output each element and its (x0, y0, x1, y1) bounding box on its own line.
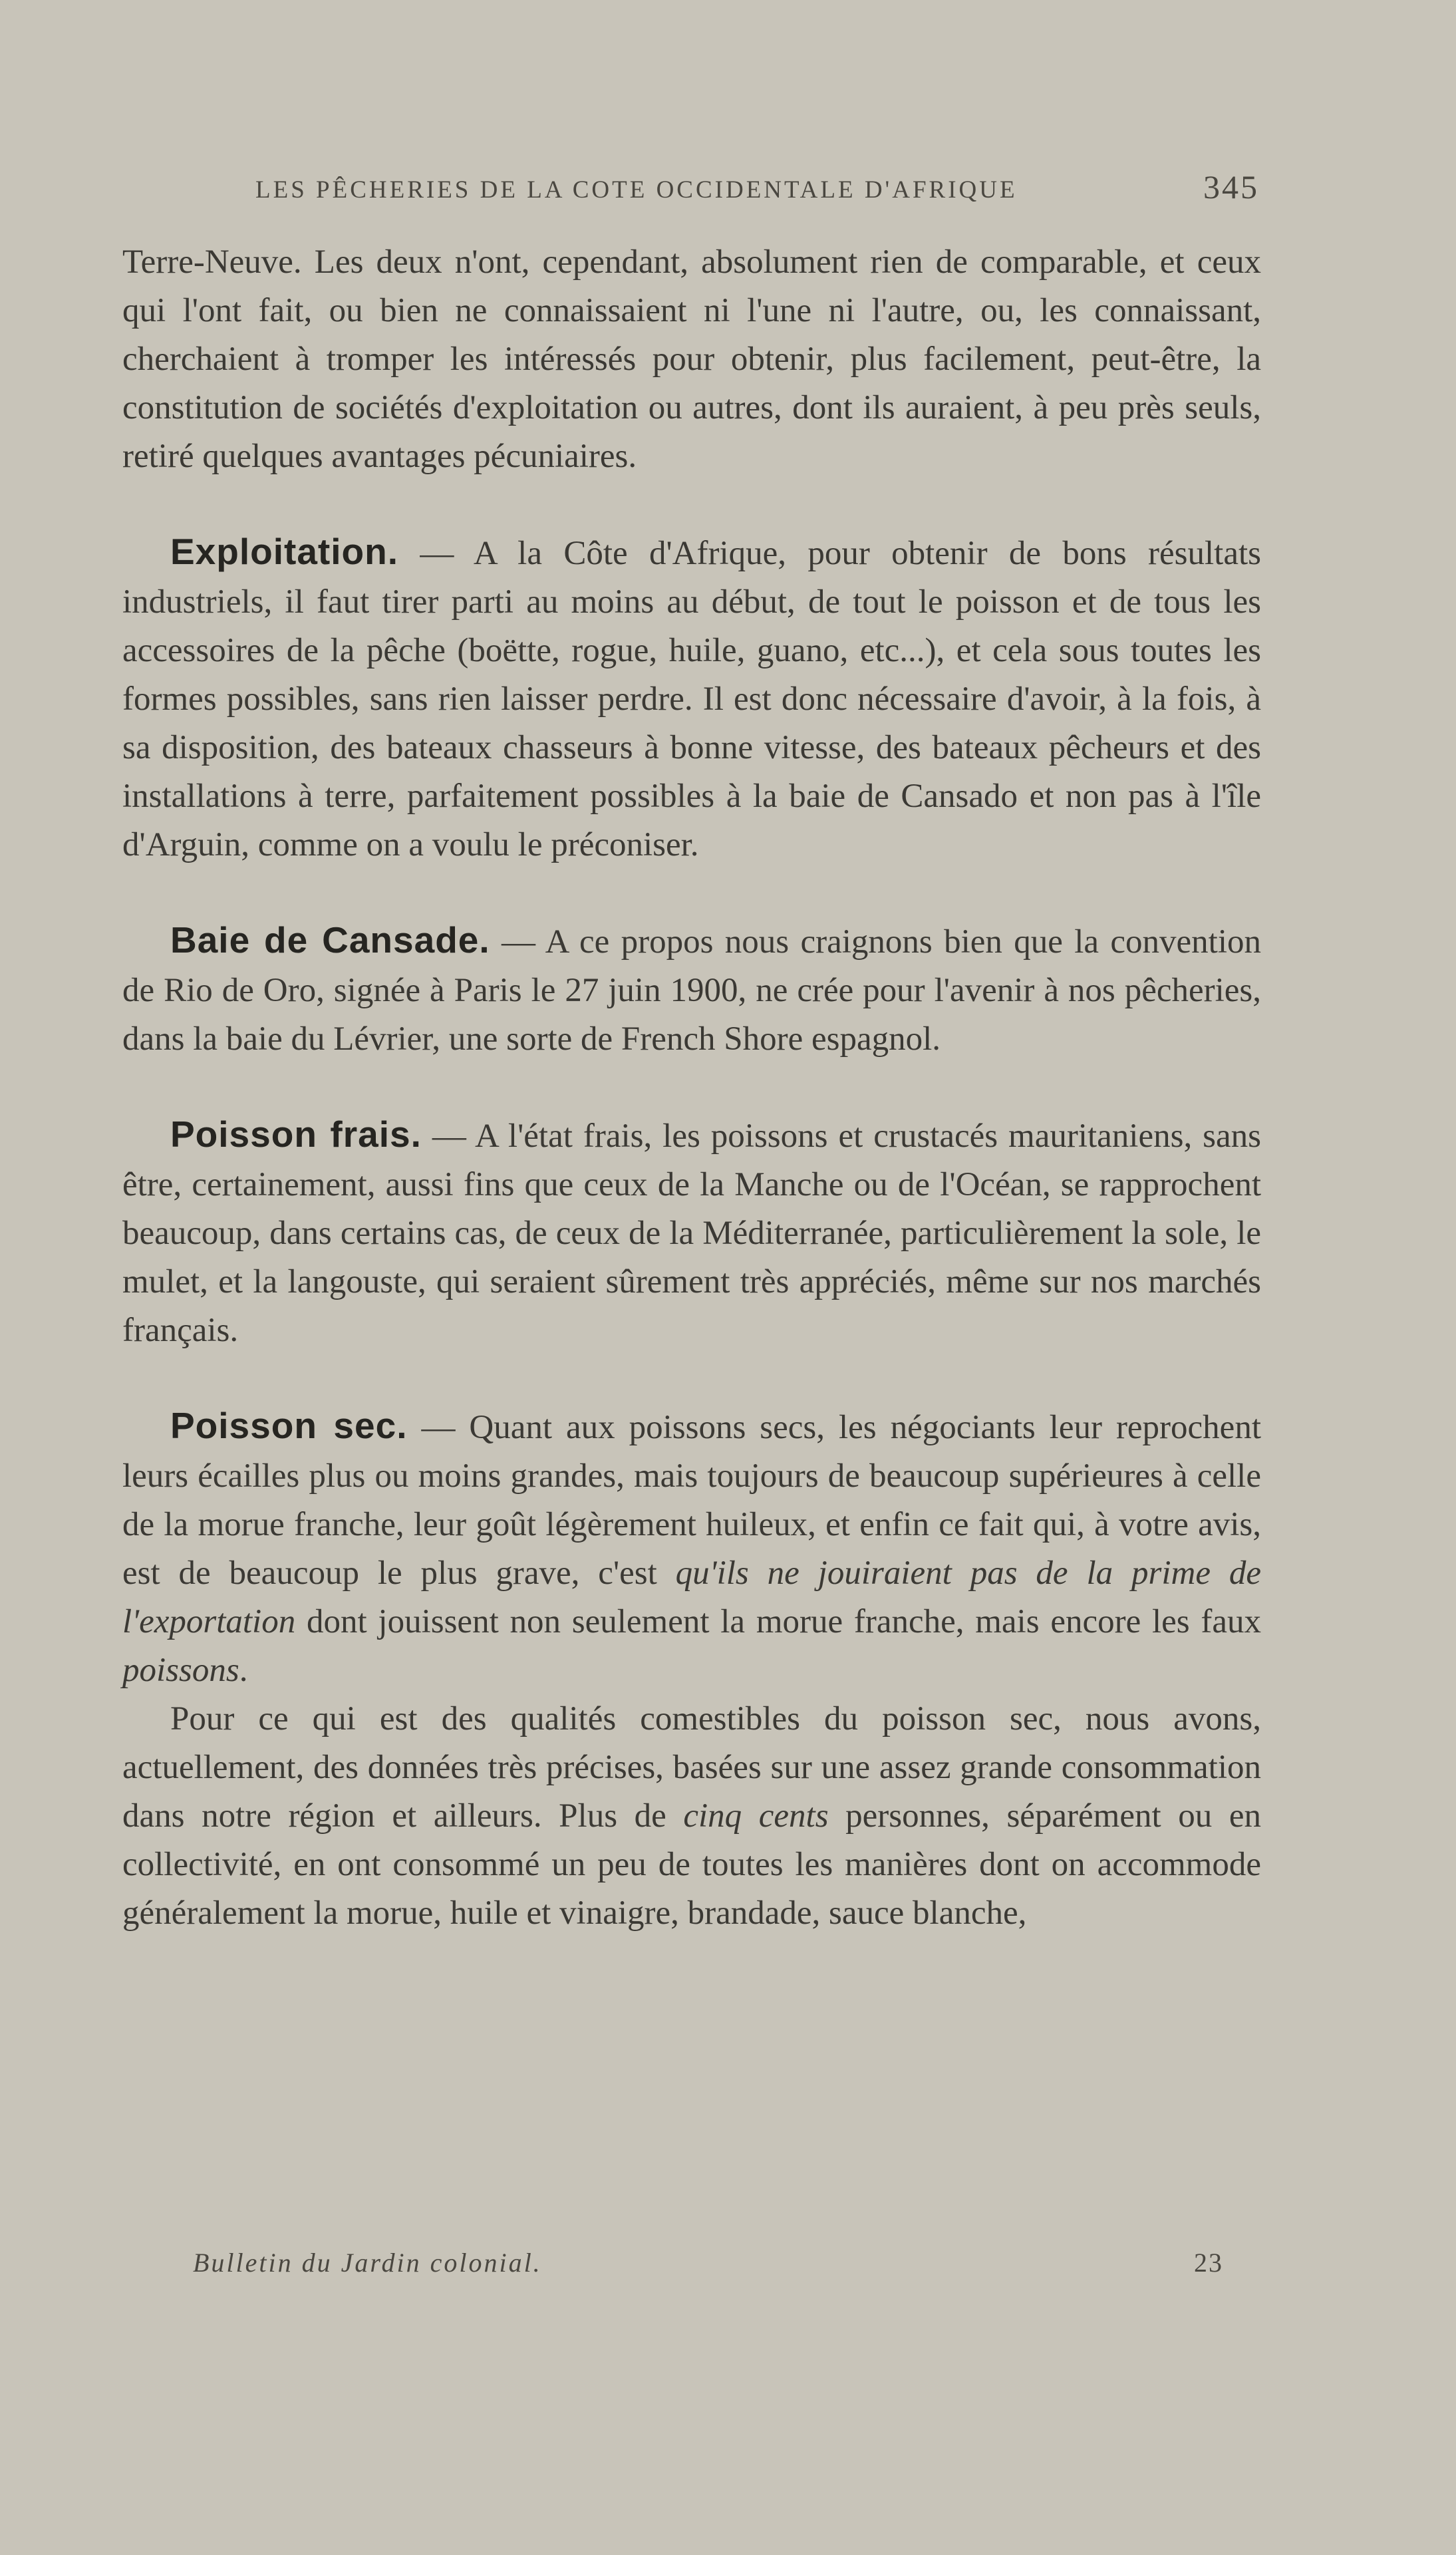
cansade-text: A ce propos nous craignons bien que la convention de Rio de Oro, signée à Paris le 27 juin 1900, ne crée pour l'avenir à nos pêcheries, dans la baie du Lévrier, une sorte de French Shore espagnol. (122, 923, 1262, 1058)
page-header (122, 162, 1259, 216)
exploitation-text: A la Côte d'Afrique, pour obtenir de bons résultats industriels, il faut tirer parti au moins au début, de tout le poisson et de tous les accessoires de la pêche (boëtte, rogue, huile, guano, etc...), et cela sous toutes les formes possibles, sans rien laisser perdre. Il est donc nécessaire d'avoir, à la fois, à sa disposition, des bateaux chasseurs à bonne vitesse, des bateaux pêcheurs et des installations à terre, parfaitement possibles à la baie de Cansado et non pas à l'île d'Arguin, comme on a voulu le préconiser. (122, 535, 1262, 863)
qualites-italic-1: cinq cents (683, 1797, 829, 1835)
cansade-heading: Baie de Cansade. (170, 919, 490, 961)
qualites-text-1: Pour ce qui est des qualités comestibles du poisson sec, nous avons, actuellement, des données très précises, basées sur une assez grande consommation dans notre région et ailleurs. Plus de (122, 1700, 1261, 1835)
poisson-sec-text-2: dont jouissent non seulement la morue franche, mais encore les faux (295, 1603, 1261, 1640)
intro-paragraph (122, 238, 1261, 481)
page-footer (193, 2247, 1223, 2287)
exploitation-heading: Exploitation. (170, 531, 398, 572)
exploitation-dash: — (398, 535, 474, 572)
poisson-sec-paragraph (122, 1402, 1261, 1695)
poisson-frais-text: A l'état frais, les poissons et crustacés mauritaniens, sans être, certainement, aussi fins que ceux de la Manche ou de l'Océan, se rapprochent beaucoup, dans certains cas, de ceux de la Méditerranée, particulièrement la sole, le mulet, et la langouste, qui seraient sûrement très appréciés, même sur nos marchés français. (122, 1118, 1261, 1349)
exploitation-paragraph (122, 527, 1261, 869)
poisson-sec-text-3: . (239, 1652, 248, 1689)
poisson-sec-text-1: Quant aux poissons secs, les négociants leur reprochent leurs écailles plus ou moins grandes, mais toujours de beaucoup supérieures à celle de la morue franche, leur goût légèrement huileux, et enfin ce fait qui, à votre avis, est de beaucoup le plus grave, c'est (122, 1409, 1261, 1592)
footer-signature: Bulletin du Jardin colonial. (193, 2248, 542, 2278)
cansade-paragraph (122, 916, 1261, 1064)
poisson-sec-italic-2: poissons (122, 1652, 239, 1689)
poisson-frais-heading: Poisson frais. (170, 1114, 422, 1155)
poisson-sec-dash: — (407, 1409, 470, 1446)
intro-text: Terre-Neuve. Les deux n'ont, cependant, absolument rien de comparable, et ceux qui l'ont fait, ou bien ne connaissaient ni l'une ni l'autre, ou, les connaissant, cherchaient à tromper les intéressés pour obtenir, plus facilement, peut-être, la constitution de sociétés d'exploitation ou autres, dont ils auraient, à peu près seuls, retiré quelques avantages pécuniaires. (122, 243, 1261, 475)
poisson-frais-paragraph (122, 1110, 1261, 1355)
body-text (122, 238, 1261, 1938)
poisson-sec-heading: Poisson sec. (170, 1405, 408, 1446)
qualites-text-2: personnes, séparément ou en collectivité, en ont consommé un peu de toutes les manières dont on accommode généralement la morue, huile et vinaigre, brandade, sauce blanche, (122, 1797, 1261, 1932)
qualites-paragraph (122, 1695, 1261, 1938)
poisson-frais-dash: — (421, 1118, 475, 1155)
cansade-dash: — (490, 923, 545, 961)
poisson-sec-italic-1: qu'ils ne jouiraient pas de la prime de l'exportation (122, 1555, 1261, 1640)
running-head: LES PÊCHERIES DE LA COTE OCCIDENTALE D'AFRIQUE (255, 176, 1018, 204)
footer-sheet-number: 23 (1194, 2248, 1223, 2278)
page-number: 345 (1203, 168, 1259, 206)
